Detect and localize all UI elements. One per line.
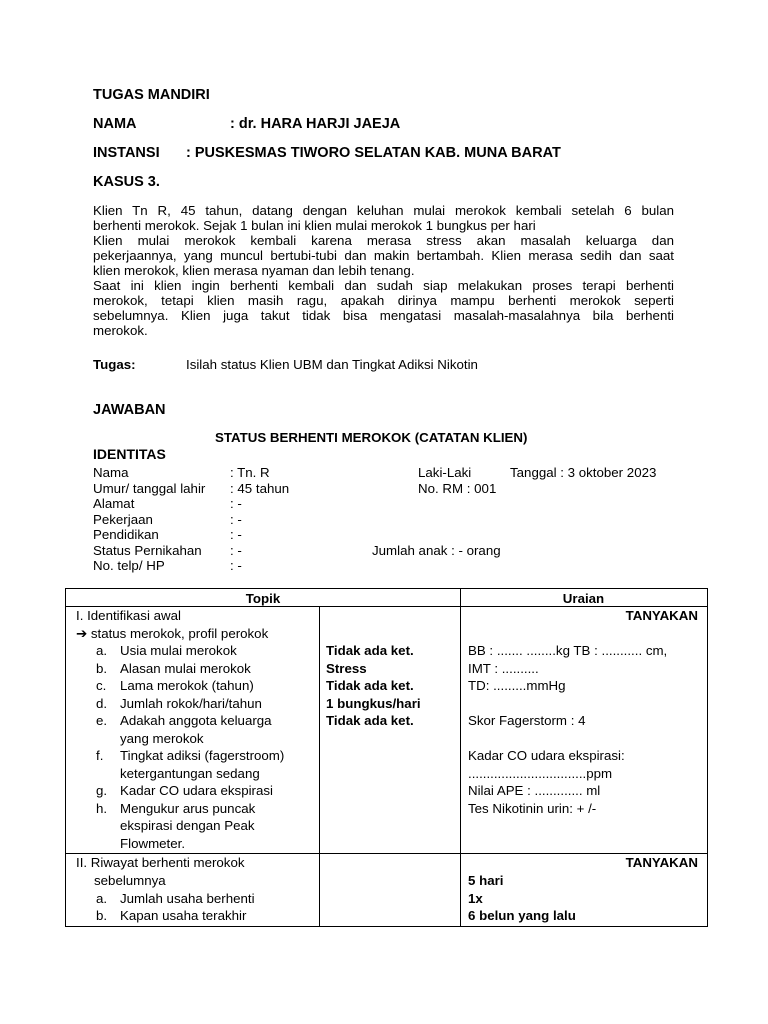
- item-label: Flowmeter.: [120, 836, 186, 851]
- jumlah-anak-value: Jumlah anak : - orang: [372, 543, 501, 558]
- case-line: berhenti merokok. Sejak 1 bulan ini klien mulai merokok 1 bungkus per hari: [93, 218, 536, 233]
- no-rm-value: No. RM : 001: [418, 481, 497, 496]
- item-letter: a.: [96, 891, 108, 906]
- section-1-subtitle: ➔ status merokok, profil perokok: [76, 626, 269, 641]
- status-title: STATUS BERHENTI MEROKOK (CATATAN KLIEN): [215, 430, 528, 445]
- section-2-tanyakan: TANYAKAN: [625, 855, 698, 870]
- case-line: sebelumnya. Klien juga takut tidak bisa mengatasi masalah-masalahnya bila berhenti: [93, 308, 674, 323]
- item-letter: b.: [96, 908, 108, 923]
- document-title: TUGAS MANDIRI: [93, 87, 210, 103]
- item-letter: f.: [96, 748, 104, 763]
- column-divider: [460, 589, 461, 926]
- item-letter: h.: [96, 801, 108, 816]
- tugas-text: Isilah status Klien UBM dan Tingkat Adiksi Nikotin: [186, 357, 478, 372]
- instansi-label: INSTANSI: [93, 145, 160, 161]
- tugas-label: Tugas:: [93, 357, 136, 372]
- section-1-tanyakan: TANYAKAN: [625, 608, 698, 623]
- identitas-label: Umur/ tanggal lahir: [93, 481, 206, 496]
- item-letter: a.: [96, 643, 108, 658]
- case-line: pekerjaannya, yang muncul bertubi-tubi dan makin bertambah. Klien merasa sedih dan saat: [93, 248, 674, 263]
- item-label: Jumlah usaha berhenti: [120, 891, 255, 906]
- item-label: yang merokok: [120, 731, 204, 746]
- section-2-answer: 1x: [468, 891, 483, 906]
- uraian-imt: IMT : ..........: [468, 661, 539, 676]
- item-answer: Tidak ada ket.: [326, 643, 414, 658]
- item-label: Alasan mulai merokok: [120, 661, 251, 676]
- col-header-uraian: Uraian: [562, 591, 605, 606]
- item-letter: b.: [96, 661, 108, 676]
- item-label: Kadar CO udara ekspirasi: [120, 783, 273, 798]
- identitas-value: : -: [230, 558, 242, 573]
- nama-value: : dr. HARA HARJI JAEJA: [230, 116, 401, 132]
- identitas-value: : -: [230, 512, 242, 527]
- nama-label: NAMA: [93, 116, 137, 132]
- identitas-label: Pendidikan: [93, 527, 159, 542]
- item-letter: e.: [96, 713, 108, 728]
- row-divider: [66, 606, 707, 607]
- column-divider: [319, 606, 320, 926]
- identitas-label: Status Pernikahan: [93, 543, 202, 558]
- item-letter: c.: [96, 678, 107, 693]
- item-label: Adakah anggota keluarga: [120, 713, 272, 728]
- item-label: Jumlah rokok/hari/tahun: [120, 696, 262, 711]
- section-2-title: II. Riwayat berhenti merokok: [76, 855, 245, 870]
- uraian-fagerstrom: Skor Fagerstorm : 4: [468, 713, 586, 728]
- item-label: Lama merokok (tahun): [120, 678, 254, 693]
- item-label: Usia mulai merokok: [120, 643, 237, 658]
- case-description: [93, 203, 674, 338]
- case-line: Klien mulai merokok kembali karena merasa stress akan masalah keluarga dan: [93, 233, 674, 248]
- uraian-ppm: ................................ppm: [468, 766, 613, 781]
- identitas-value: : -: [230, 496, 242, 511]
- gender-value: Laki-Laki: [418, 465, 472, 480]
- section-2-answer: 5 hari: [468, 873, 504, 888]
- item-label: Kapan usaha terakhir: [120, 908, 247, 923]
- identitas-heading: IDENTITAS: [93, 446, 166, 462]
- uraian-co: Kadar CO udara ekspirasi:: [468, 748, 625, 763]
- identitas-value: : -: [230, 527, 242, 542]
- identitas-value: : -: [230, 543, 242, 558]
- uraian-ape: Nilai APE : ............. ml: [468, 783, 601, 798]
- identitas-value: : Tn. R: [230, 465, 270, 480]
- row-divider: [66, 853, 707, 854]
- uraian-td: TD: .........mmHg: [468, 678, 566, 693]
- tanggal-value: Tanggal : 3 oktober 2023: [510, 465, 657, 480]
- item-label: ekspirasi dengan Peak: [120, 818, 255, 833]
- case-line: Saat ini klien ingin berhenti kembali dan sudah siap melakukan proses terapi berhenti: [93, 278, 674, 293]
- case-line: klien merokok, klien merasa nyaman dan lebih tenang.: [93, 263, 415, 278]
- item-label: Mengukur arus puncak: [120, 801, 256, 816]
- item-answer: Tidak ada ket.: [326, 678, 414, 693]
- section-2-answer: 6 belun yang lalu: [468, 908, 576, 923]
- item-answer: Stress: [326, 661, 367, 676]
- kasus-heading: KASUS 3.: [93, 174, 160, 190]
- instansi-value: : PUSKESMAS TIWORO SELATAN KAB. MUNA BARAT: [186, 145, 561, 161]
- identitas-label: No. telp/ HP: [93, 558, 165, 573]
- section-1-title: I. Identifikasi awal: [76, 608, 181, 623]
- item-label: ketergantungan sedang: [120, 766, 260, 781]
- item-answer: Tidak ada ket.: [326, 713, 414, 728]
- item-letter: g.: [96, 783, 108, 798]
- item-letter: d.: [96, 696, 108, 711]
- uraian-bb-tb: BB : ....... ........kg TB : ........... cm,: [468, 643, 668, 658]
- case-line: merokok, tetapi klien masih ragu, apakah dirinya mampu berhenti merokok seperti: [93, 293, 674, 308]
- identitas-label: Nama: [93, 465, 129, 480]
- identitas-value: : 45 tahun: [230, 481, 290, 496]
- item-label: Tingkat adiksi (fagerstroom): [120, 748, 285, 763]
- jawaban-heading: JAWABAN: [93, 402, 166, 418]
- section-2-title-cont: sebelumnya: [94, 873, 166, 888]
- col-header-topik: Topik: [245, 591, 281, 606]
- item-answer: 1 bungkus/hari: [326, 696, 421, 711]
- uraian-nikotin: Tes Nikotinin urin: + /-: [468, 801, 597, 816]
- identitas-label: Alamat: [93, 496, 135, 511]
- identitas-label: Pekerjaan: [93, 512, 153, 527]
- case-line: merokok.: [93, 323, 148, 338]
- arrow-right-icon: ➔: [76, 626, 88, 641]
- case-line: Klien Tn R, 45 tahun, datang dengan keluhan mulai merokok kembali setelah 6 bulan: [93, 203, 674, 218]
- status-table: [65, 588, 708, 927]
